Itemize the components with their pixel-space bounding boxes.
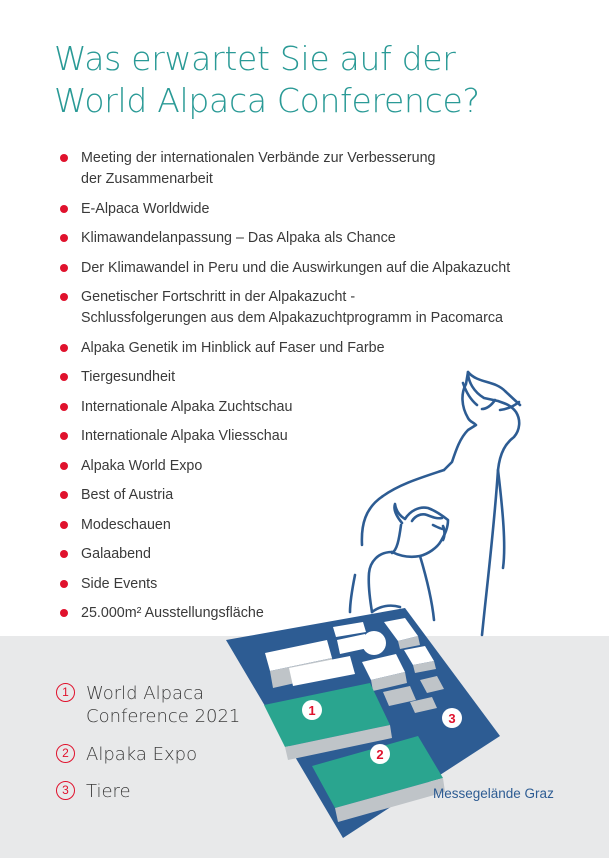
page-title-line-1: Was erwartet Sie auf der <box>54 39 456 78</box>
map-marker-1 <box>302 700 322 720</box>
legend-number-1: 1 <box>56 683 75 702</box>
venue-caption: Messegelände Graz <box>433 786 554 801</box>
agenda-item-text: Side Events <box>81 575 158 592</box>
agenda-item-text: Modeschauen <box>81 516 171 533</box>
legend-label-2: Alpaka Expo <box>86 744 198 765</box>
svg-text:1: 1 <box>308 703 316 718</box>
legend-item-animals <box>56 780 240 804</box>
legend-item-expo <box>56 743 240 767</box>
agenda-item-text: Best of Austria <box>81 487 174 503</box>
agenda-item-text: Klimawandelanpassung – Das Alpaka als Chance <box>81 230 396 246</box>
agenda-item-text: Meeting der internationalen Verbände zur Verbesserung der Zusammenarbeit <box>81 150 436 187</box>
agenda-item-text: Genetischer Fortschritt in der Alpakazucht - Schlussfolgerungen aus dem Alpakazuchtprogramm in Pacomarca <box>81 289 503 326</box>
legend-number-2: 2 <box>56 744 75 763</box>
agenda-item-text: Tiergesundheit <box>81 369 176 385</box>
legend-item-conference <box>56 682 240 730</box>
agenda-item-text: Der Klimawandel in Peru und die Auswirkungen auf die Alpakazucht <box>81 259 511 276</box>
fairground-map-illustration <box>226 608 500 838</box>
agenda-item-text: Galaabend <box>81 546 151 562</box>
map-marker-2 <box>370 744 390 764</box>
agenda-item-text: 25.000m² Ausstellungsfläche <box>81 605 264 621</box>
agenda-item-text: E-Alpaca Worldwide <box>81 200 210 217</box>
agenda-item-text: Alpaka World Expo <box>81 457 203 474</box>
alpaca-outline-illustration <box>350 372 520 635</box>
agenda-item-text: Alpaka Genetik im Hinblick auf Faser und Farbe <box>81 339 385 356</box>
svg-text:3: 3 <box>448 711 456 726</box>
legend-label-3: Tiere <box>86 781 131 802</box>
agenda-item-text: Internationale Alpaka Vliesschau <box>81 428 288 444</box>
agenda-item-text: Internationale Alpaka Zuchtschau <box>81 398 293 415</box>
map-marker-3 <box>442 708 462 728</box>
legend-label-1: World Alpaca Conference 2021 <box>86 683 241 727</box>
legend-number-3: 3 <box>56 781 75 800</box>
svg-text:2: 2 <box>376 747 384 762</box>
hall-legend <box>56 682 240 804</box>
page-title-line-2: World Alpaca Conference? <box>54 81 480 120</box>
